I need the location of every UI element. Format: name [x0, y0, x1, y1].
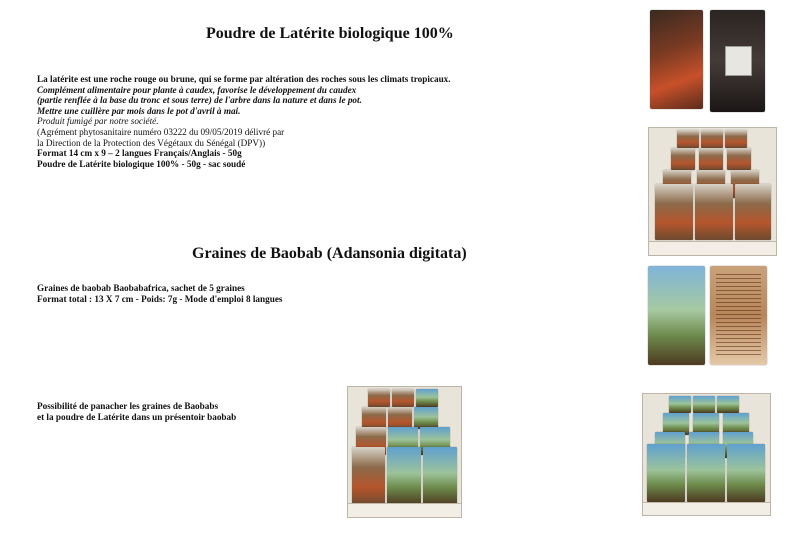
- mix-line-2: et la poudre de Latérite dans un présentoir baobab: [37, 411, 237, 422]
- laterite-line-4: Mettre une cuillère par mois dans le pot d'avril à mai.: [37, 105, 241, 116]
- mix-line-1: Possibilité de panacher les graines de Baobabs: [37, 401, 219, 411]
- laterite-line-9: Poudre de Latérite biologique 100% - 50g - sac soudé: [37, 158, 246, 169]
- laterite-display-image: [648, 127, 777, 256]
- laterite-title: Poudre de Latérite biologique 100%: [206, 25, 454, 42]
- baobab-title: Graines de Baobab (Adansonia digitata): [192, 245, 467, 262]
- laterite-line-3: (partie renflée à la base du tronc et sous terre) de l'arbre dans la nature et dans le pot.: [37, 95, 362, 106]
- laterite-description: [37, 74, 451, 169]
- mixed-display-image: [347, 386, 462, 518]
- laterite-pouch-back-image: [710, 10, 765, 112]
- baobab-line-1: Graines de baobab Baobabafrica, sachet de 5 graines: [37, 283, 245, 293]
- laterite-pouch-front-image: [650, 10, 703, 109]
- baobab-display-image: [642, 393, 771, 516]
- laterite-line-5: Produit fumigé par notre société.: [37, 116, 159, 127]
- laterite-line-7: la Direction de la Protection des Végétaux du Sénégal (DPV)): [37, 137, 266, 148]
- baobab-pouch-back-image: [710, 266, 767, 365]
- baobab-description: [37, 283, 282, 304]
- laterite-line-6: (Agrément phytosanitaire numéro 03222 du 09/05/2019 délivré par: [37, 126, 285, 137]
- baobab-pouch-front-image: [648, 266, 705, 365]
- mix-description: [37, 401, 236, 422]
- baobab-line-2: Format total : 13 X 7 cm - Poids: 7g - Mode d'emploi 8 langues: [37, 293, 283, 304]
- laterite-line-8: Format 14 cm x 9 – 2 langues Français/Anglais - 50g: [37, 148, 242, 159]
- laterite-line-1: La latérite est une roche rouge ou brune, qui se forme par altération des roches sous les climats tropicaux.: [37, 74, 451, 84]
- laterite-line-2: Complément alimentaire pour plante à caudex, favorise le développement du caudex: [37, 84, 357, 95]
